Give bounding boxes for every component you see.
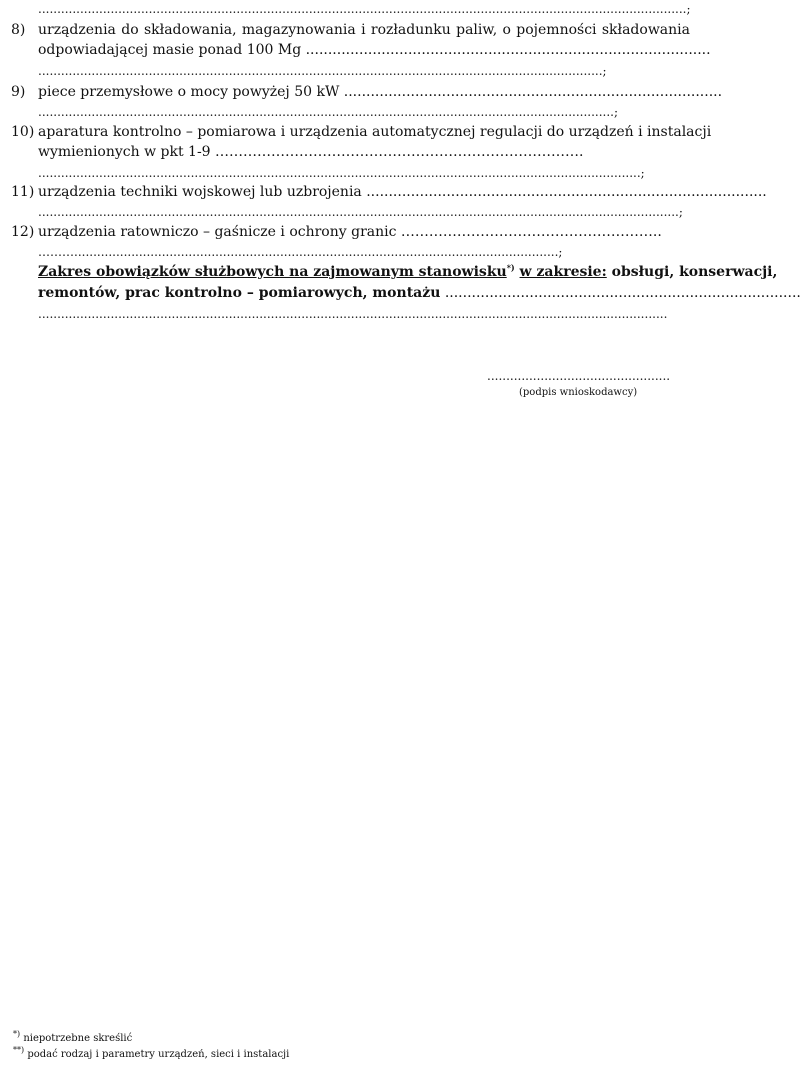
signature-label: (podpis wnioskodawcy) xyxy=(519,387,638,398)
fill-dots: ………...............................................................................................................................; xyxy=(38,245,563,259)
footnote: *) niepotrzebne skreślić xyxy=(13,1029,133,1044)
item-text: urządzenia do składowania, magazynowania i rozładunku paliw, o pojemności składowania xyxy=(38,22,690,38)
fill-dots: ................................................................................ xyxy=(444,285,801,301)
fill-dots: ....................................................................................................................................................; xyxy=(38,64,607,78)
item-text: aparatura kontrolno – pomiarowa i urządzenia automatycznej regulacji do urządzeń i instalacji xyxy=(38,124,712,140)
fill-dots: .......................................................................................... xyxy=(366,184,767,200)
duties-line: remontów, prac kontrolno – pomiarowych, montażu ................................................................................ xyxy=(38,285,801,301)
fill-dots: ……………………………………………………………………. xyxy=(215,144,584,160)
fill-dots: ........................................................................................... xyxy=(305,42,711,58)
fill-dots: ..............................................................................................................................................................; xyxy=(38,166,645,180)
item-number: 9) xyxy=(11,84,26,100)
item-number: 8) xyxy=(11,22,26,38)
fill-dots: ........................................................................................................................................................................; xyxy=(38,205,683,219)
item-text: urządzenia techniki wojskowej lub uzbrojenia .......................................................................................... xyxy=(38,184,767,200)
footnote: **) podać rodzaj i parametry urządzeń, sieci i instalacji xyxy=(13,1045,290,1060)
fill-dots: ……………………………………………….. xyxy=(400,224,662,240)
fill-dots: .......................................................................................................................................................; xyxy=(38,105,619,119)
continuation-dots: ..........................................................................................................................................................................; xyxy=(38,2,691,16)
item-number: 12) xyxy=(11,224,35,240)
duties-title: Zakres obowiązków służbowych na zajmowanym stanowisku xyxy=(38,264,507,280)
signature-line: ................................................ xyxy=(487,369,671,383)
item-number: 11) xyxy=(11,184,35,200)
duties-scope-text: obsługi, konserwacji, xyxy=(611,264,778,280)
fill-dots: ..................................................................................... xyxy=(343,84,723,100)
item-number: 10) xyxy=(11,124,35,140)
footnote-mark: *) xyxy=(506,262,515,273)
item-text: piece przemysłowe o mocy powyżej 50 kW ..................................................................................... xyxy=(38,84,723,100)
duties-heading xyxy=(38,262,778,281)
item-text-continued: wymienionych w pkt 1-9 ……………………………………………………………………. xyxy=(38,144,584,160)
fill-dots: ..................................................................................................................................................................... xyxy=(38,307,668,321)
item-text-continued: odpowiadającej masie ponad 100 Mg ........................................................................................... xyxy=(38,42,711,58)
item-text: urządzenia ratowniczo – gaśnicze i ochrony granic ……………………………………………….. xyxy=(38,224,662,240)
duties-scope-label: w zakresie: xyxy=(519,264,607,280)
